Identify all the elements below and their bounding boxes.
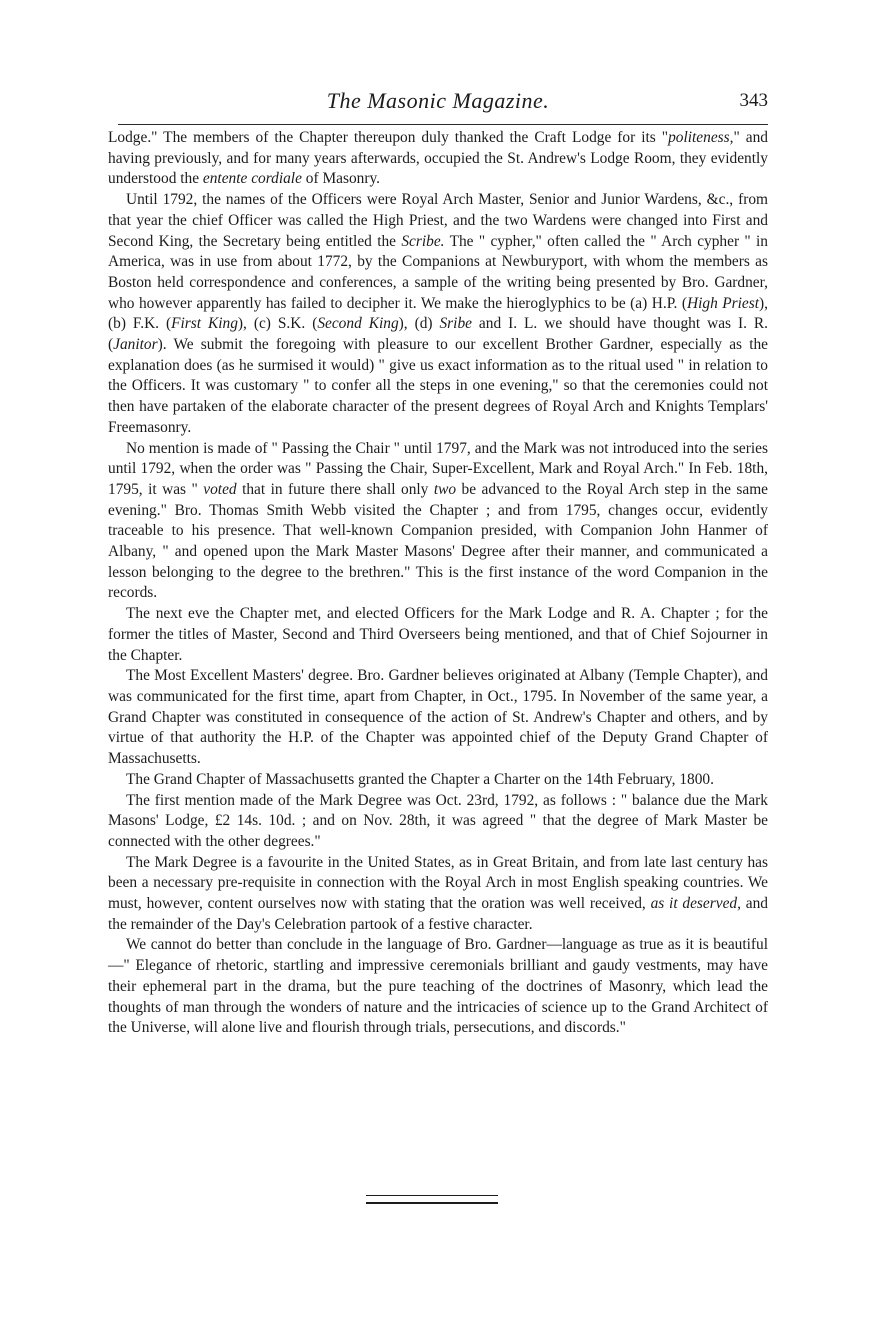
text-run: that in future there shall only — [236, 480, 434, 498]
text-run: The " cypher," often called the " Arch cypher " in America, was in use from about 1772, by the Companions at Newburyport, with whom the members as Boston held correspondence and conferences, a sample of the writing being presented by Bro. Gardner, who however apparently has failed to decipher it. We make the hieroglyphics to be (a) H.P. ( — [108, 232, 768, 312]
article-body — [108, 128, 768, 1039]
paragraph — [108, 791, 768, 853]
text-run: The Most Excellent Masters' degree. Bro. Gardner believes originated at Albany (Temple Chapter), and was communicated for the first time, apart from Chapter, in Oct., 1795. In November of the same year, a Grand Chapter was constituted in consequence of the action of St. Andrew's Chapter and others, and by virtue of that authority the H.P. of the Chapter was appointed chief of the Deputy Grand Chapter of Massachusetts. — [108, 667, 768, 768]
italic-text: two — [433, 480, 457, 498]
italic-text: High Priest — [687, 294, 760, 312]
paragraph — [108, 439, 768, 605]
italic-text: voted — [203, 480, 237, 498]
paragraph — [108, 128, 768, 190]
text-run: We cannot do better than conclude in the language of Bro. Gardner—language as true as it is beautiful—" Elegance of rhetoric, startling and impressive ceremonials brilliant and gaudy vestments, may have their ephemeral part in the drama, but the pure teaching of the doctrines of Masonry, which lead the thoughts of man through the wonders of nature and the intricacies of science up to the Grand Architect of the Universe, will alone live and flourish through trials, persecutions, and discords." — [108, 936, 768, 1037]
journal-title: The Masonic Magazine. — [326, 88, 550, 113]
text-run: The Grand Chapter of Massachusetts granted the Chapter a Charter on the 14th February, 1800. — [126, 770, 714, 788]
italic-text: Janitor — [113, 336, 158, 354]
italic-text: entente cordiale — [202, 170, 302, 188]
page-number: 343 — [739, 90, 768, 111]
text-run: The first mention made of the Mark Degree was Oct. 23rd, 1792, as follows : " balance due the Mark Masons' Lodge, £2 14s. 10d. ; and on Nov. 28th, it was agreed " that the degree of Mark Master be connected with the other degrees." — [108, 791, 768, 850]
italic-text: Sribe — [439, 315, 472, 333]
text-run: " and having previously, and for many years afterwards, occupied the St. Andrew's Lodge Room, they evidently understood the — [108, 129, 768, 188]
italic-text: as it deserved, — [650, 895, 741, 913]
text-run: ), (b) F.K. ( — [108, 294, 768, 333]
italic-text: politeness, — [668, 129, 734, 146]
paragraph — [108, 853, 768, 936]
italic-text: Second King — [317, 315, 399, 333]
paragraph — [108, 190, 768, 438]
paragraph — [108, 935, 768, 1039]
paragraph — [108, 770, 768, 791]
text-run: Until 1792, the names of the Officers were Royal Arch Master, Senior and Junior Wardens, &c., from that year the chief Officer was called the High Priest, and the two Wardens were changed into First and Second King, the Secretary being entitled the — [108, 191, 768, 250]
running-header — [108, 86, 768, 120]
italic-text: Scribe. — [401, 232, 445, 250]
text-run: be advanced to the Royal Arch step in the same evening." Bro. Thomas Smith Webb visited the Chapter ; and from 1795, changes occur, evidently traceable to his presence. That well-known Companion presided, with Companion John Hanmer of Albany, " and opened upon the Mark Master Masons' Degree after their manner, and communicated a lesson belonging to the degree to the brethren." This is the first instance of the word Companion in the records. — [108, 480, 768, 602]
text-run: The Mark Degree is a favourite in the United States, as in Great Britain, and from late last century has been a necessary pre-requisite in connection with the Royal Arch in most English speaking countries. We must, however, content ourselves now with stating that the oration was well received, — [108, 853, 768, 913]
text-run: ). We submit the foregoing with pleasure to our excellent Brother Gardner, especially as the explanation does (as he surmised it would) " give us exact information as to the ritual used " in relation to the Officers. It was customary " to confer all the steps in one evening," so that the ceremonies could not then have partaken of the elaborate character of the present degrees of Royal Arch and Knights Templars' Freemasonry. — [108, 336, 768, 436]
text-run: No mention is made of " Passing the Chair " until 1797, and the Mark was not introduced into the series until 1792, when the order was " Passing the Chair, Super-Excellent, Mark and Royal Arch." In Feb. 18th, 1795, it was " — [108, 439, 768, 498]
text-run: and the remainder of the Day's Celebration partook of a festive character. — [108, 895, 768, 933]
text-run: of Masonry. — [301, 170, 381, 188]
text-run: Lodge." The members of the Chapter thereupon duly thanked the Craft Lodge for its " — [108, 129, 669, 146]
paragraph — [108, 666, 768, 770]
italic-text: First King — [171, 315, 238, 333]
text-run: ), (d) — [398, 315, 440, 333]
header-rule — [118, 124, 768, 125]
text-run: The next eve the Chapter met, and elected Officers for the Mark Lodge and R. A. Chapter ; for the former the titles of Master, Second and Third Overseers being mentioned, and that of Chief Sojourner in the Chapter. — [108, 605, 768, 664]
paragraph — [108, 604, 768, 666]
text-run: and I. L. we should have thought was I. R. ( — [108, 315, 769, 354]
text-run: ), (c) S.K. ( — [237, 315, 318, 333]
end-ornament-rule — [366, 1195, 498, 1204]
